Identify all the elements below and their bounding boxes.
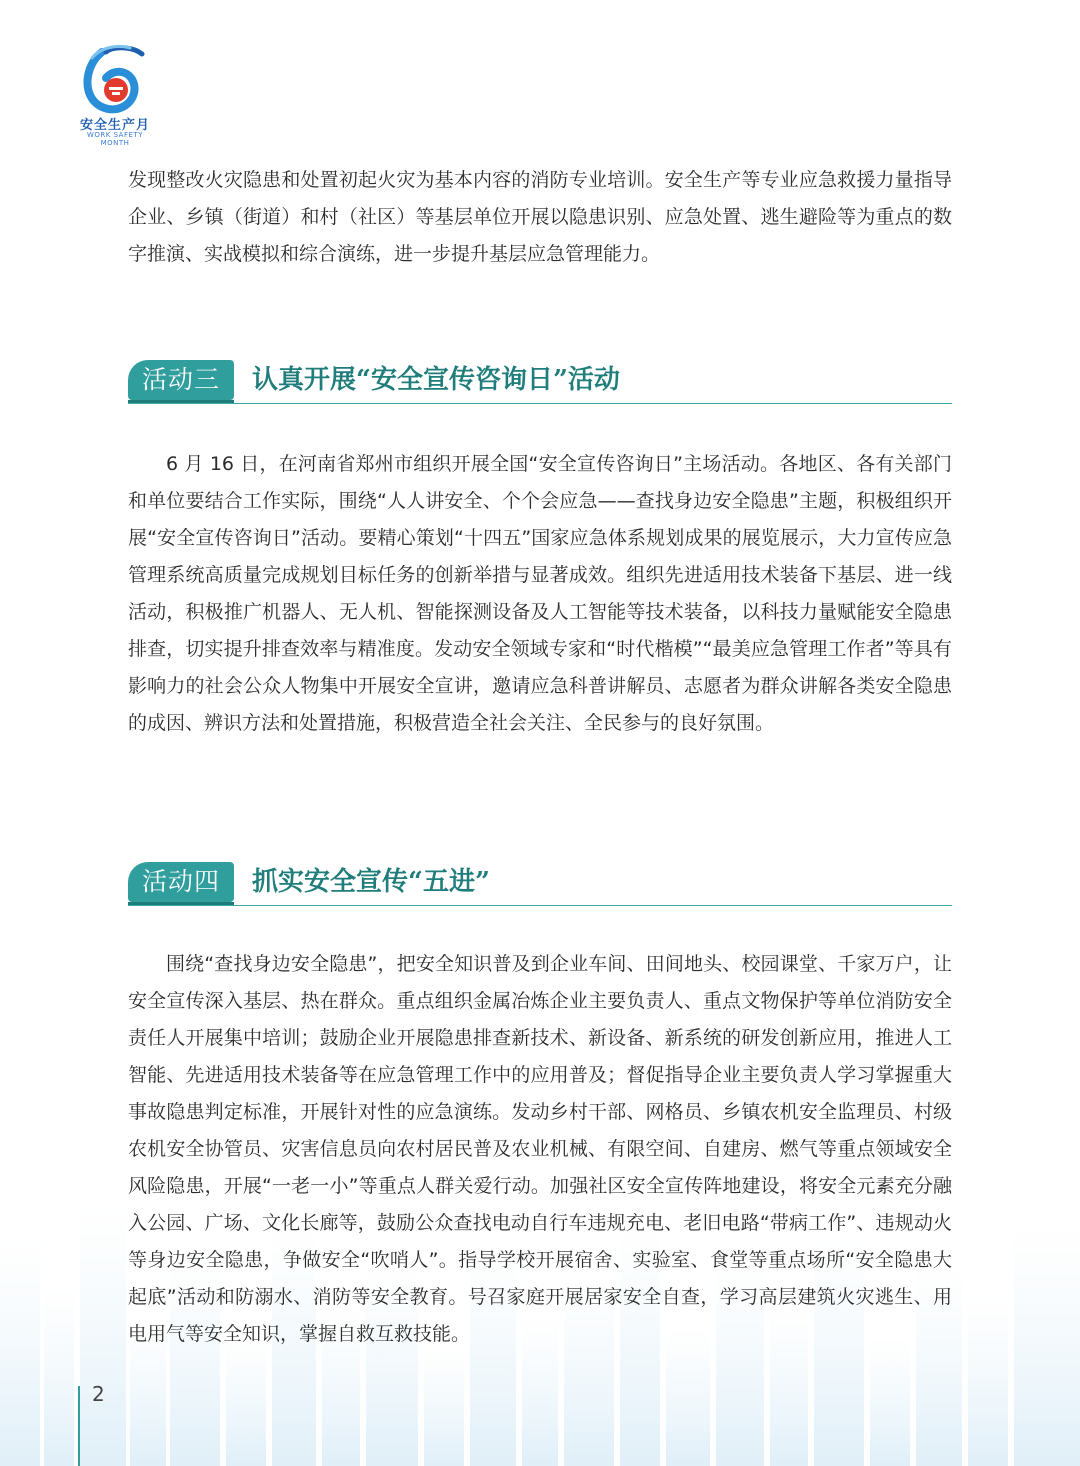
intro-block	[128, 162, 952, 273]
logo-title: 安全生产月	[79, 118, 150, 133]
section-tag: 活动四	[128, 862, 234, 902]
section-paragraph: 6 月 16 日，在河南省郑州市组织开展全国“安全宣传咨询日”主场活动。各地区、各有关部门和单位要结合工作实际，围绕“人人讲安全、个个会应急——查找身边安全隐患”主题，积极组织开展“安全宣传咨询日”活动。要精心策划“十四五”国家应急体系规划成果的展览展示，大力宣传应急管理系统高质量完成规划目标任务的创新举措与显著成效。组织先进适用技术装备下基层、进一线活动，积极推广机器人、无人机、智能探测设备及人工智能等技术装备，以科技力量赋能安全隐患排查，切实提升排查效率与精准度。发动安全领域专家和“时代楷模”“最美应急管理工作者”等具有影响力的社会公众人物集中开展安全宣讲，邀请应急科普讲解员、志愿者为群众讲解各类安全隐患的成因、辨识方法和处置措施，积极营造全社会关注、全民参与的良好氛围。	[128, 453, 952, 734]
section-header-activity-4	[128, 862, 952, 906]
safety-month-emblem-icon	[72, 44, 158, 116]
section-title: 认真开展“安全宣传咨询日”活动	[252, 365, 620, 395]
section-divider	[128, 905, 952, 906]
section-tag: 活动三	[128, 360, 234, 400]
section-title: 抓实安全宣传“五进”	[252, 867, 490, 897]
safety-month-logo	[72, 44, 158, 147]
page-number-bar	[78, 1386, 80, 1466]
section-header-activity-3	[128, 360, 952, 404]
logo-subtitle: WORK SAFETY MONTH	[87, 131, 143, 147]
section-body-activity-3	[128, 446, 952, 742]
intro-paragraph: 发现整改火灾隐患和处置初起火灾为基本内容的消防专业培训。安全生产等专业应急救援力量指导企业、乡镇（街道）和村（社区）等基层单位开展以隐患识别、应急处置、逃生避险等为重点的数字推演、实战模拟和综合演练，进一步提升基层应急管理能力。	[128, 169, 952, 265]
section-body-activity-4	[128, 946, 952, 1353]
section-paragraph: 围绕“查找身边安全隐患”，把安全知识普及到企业车间、田间地头、校园课堂、千家万户，让安全宣传深入基层、热在群众。重点组织金属冶炼企业主要负责人、重点文物保护等单位消防安全责任人开展集中培训；鼓励企业开展隐患排查新技术、新设备、新系统的研发创新应用，推进人工智能、先进适用技术装备等在应急管理工作中的应用普及；督促指导企业主要负责人学习掌握重大事故隐患判定标准，开展针对性的应急演练。发动乡村干部、网格员、乡镇农机安全监理员、村级农机安全协管员、灾害信息员向农村居民普及农业机械、有限空间、自建房、燃气等重点领域安全风险隐患，开展“一老一小”等重点人群关爱行动。加强社区安全宣传阵地建设，将安全元素充分融入公园、广场、文化长廊等，鼓励公众查找电动自行车违规充电、老旧电路“带病工作”、违规动火等身边安全隐患，争做安全“吹哨人”。指导学校开展宿舍、实验室、食堂等重点场所“安全隐患大起底”活动和防溺水、消防等安全教育。号召家庭开展居家安全自查，学习高层建筑火灾逃生、用电用气等安全知识，掌握自救互救技能。	[128, 953, 952, 1345]
section-divider	[128, 403, 952, 404]
page-number: 2	[92, 1382, 105, 1406]
